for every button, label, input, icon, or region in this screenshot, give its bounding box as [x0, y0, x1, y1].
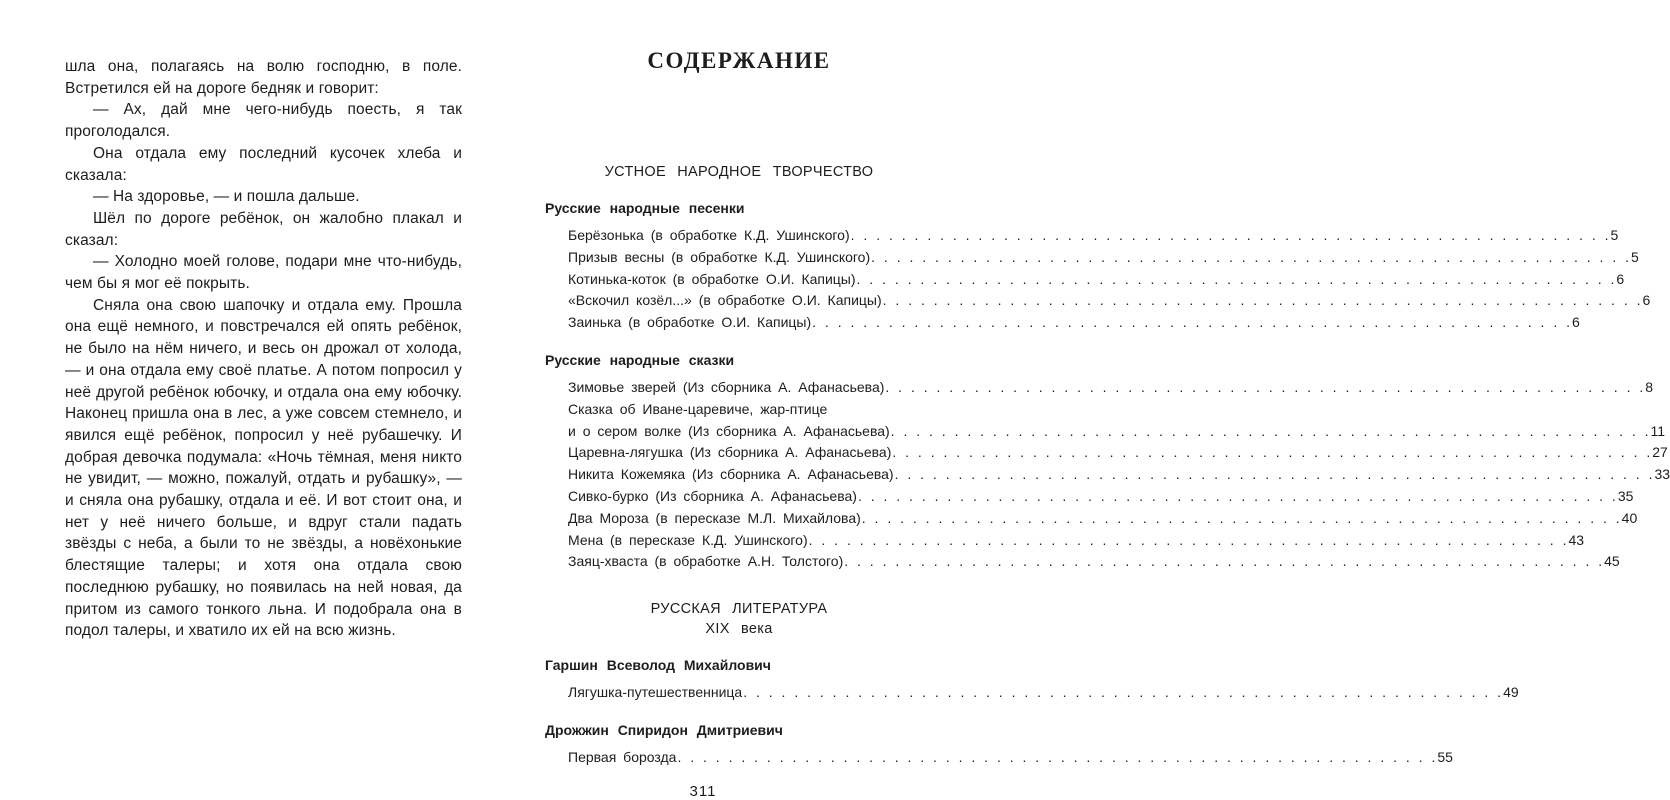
toc-section	[545, 599, 1519, 769]
toc-entry-text: Заяц-хваста (в обработке А.Н. Толстого)	[568, 553, 844, 570]
toc-subheading: Русские народные сказки	[545, 351, 735, 368]
toc-entry-line	[545, 312, 1580, 334]
leader-dots	[891, 421, 1650, 443]
toc-section-heading	[545, 162, 933, 182]
toc-entry-line	[545, 508, 1638, 530]
leader-dots	[858, 486, 1617, 508]
leader-dots	[743, 682, 1502, 704]
toc-section	[545, 162, 1670, 573]
toc-entry-page: 6	[1572, 314, 1580, 331]
toc-entry-line	[545, 247, 1639, 269]
leader-dots	[812, 312, 1571, 334]
toc-entry-page: 6	[1616, 270, 1625, 287]
toc-entry-text: Два Мороза (в пересказе М.Л. Михайлова)	[568, 509, 861, 526]
leader-dots	[857, 269, 1616, 291]
story-paragraph: — Холодно моей голове, подари мне что-нибудь, чем бы я мог её покрыть.	[65, 253, 462, 293]
toc-entry-text: Лягушка-путешественница	[568, 684, 743, 701]
page-number: 311	[689, 782, 717, 800]
toc-entries	[545, 747, 1453, 769]
toc-entry-line	[545, 464, 1670, 486]
toc-groups	[545, 657, 1519, 769]
toc-entry-line	[545, 530, 1585, 552]
toc-entry-text: и о сером волке (Из сборника А. Афанасьева)	[568, 422, 890, 439]
toc-entry-line	[545, 747, 1453, 769]
toc-entry-line	[545, 290, 1651, 312]
toc-entry-text: Первая борозда	[568, 748, 677, 765]
toc-entry-text: Никита Кожемяка (Из сборника А. Афанасьева)	[568, 466, 894, 483]
toc-entry-text: Зимовье зверей (Из сборника А. Афанасьева)	[568, 378, 885, 395]
toc-title: СОДЕРЖАНИЕ	[647, 48, 831, 73]
toc-entry-page: 33	[1654, 466, 1670, 483]
toc-entry-page: 6	[1642, 292, 1651, 309]
toc-entry-line	[545, 442, 1668, 464]
toc-entry-text: Мена (в пересказе К.Д. Ушинского)	[568, 531, 808, 548]
toc-entry-text: Призыв весны (в обработке К.Д. Ушинского)	[568, 248, 871, 265]
toc-entry-line	[545, 486, 1634, 508]
story-paragraph: — На здоровье, — и пошла дальше.	[93, 188, 360, 206]
toc-entry-page: 45	[1604, 553, 1620, 570]
toc-group	[545, 657, 1519, 704]
toc-entry-page: 8	[1645, 378, 1654, 395]
right-page	[545, 48, 1670, 800]
toc-entry-text: Берёзонька (в обработке К.Д. Ушинского)	[568, 227, 850, 243]
toc-entry-page: 49	[1503, 684, 1519, 701]
toc-entry-page: 40	[1621, 509, 1638, 526]
leader-dots	[871, 247, 1630, 269]
toc-subheading: Русские народные песенки	[545, 200, 745, 216]
leader-dots	[844, 551, 1603, 573]
toc	[545, 162, 1670, 769]
toc-section-heading-line: УСТНОЕ НАРОДНОЕ ТВОРЧЕСТВО	[604, 164, 874, 180]
story-paragraph: Сняла она свою шапочку и отдала ему. Прошла она ещё немного, и повстречался ей опять ребёнок, не было на нём ничего, и весь он дрожал от холода, — и она отдала ему своё платье. А потом попросил у неё другой ребёнок юбочку, и отдала она ему юбочку. Наконец пришла она в лес, а уже совсем стемнело, и явился ещё ребёнок, попросил у неё рубашечку. И добрая девочка подумала: «Ночь тёмная, меня никто не увидит, — можно, пожалуй, отдать и рубашку», — и сняла она рубашку, отдала и её. И вот стоит она, и нет у неё ничего больше, и вдруг стали падать звёзды с неба, а были то не звёзды, а новёхонькие блестящие талеры; и хотя она отдала свою последнюю рубашку, но появилась на ней новая, да притом из самого тонкого льна. И подобрала она в подол талеры, и хватило их ей на всю жизнь.	[65, 296, 462, 640]
toc-entry-text: Котинька-коток (в обработке О.И. Капицы)	[568, 270, 856, 287]
toc-entry-page: 27	[1652, 444, 1668, 461]
toc-entry-text: Заинька (в обработке О.И. Капицы)	[568, 314, 812, 331]
toc-entries	[545, 377, 1670, 573]
toc-entry-page: 55	[1437, 748, 1453, 765]
toc-section-heading-line: РУССКАЯ ЛИТЕРАТУРА	[650, 601, 828, 618]
toc-group	[545, 721, 1453, 769]
toc-entry-page: 11	[1650, 422, 1666, 439]
leader-dots	[809, 530, 1568, 552]
toc-entry-text: Сказка об Иване-царевиче, жар-птице	[568, 400, 828, 417]
toc-entry-line	[545, 551, 1620, 573]
toc-entry-line	[545, 682, 1519, 704]
story-paragraph: шла она, полагаясь на волю господню, в поле. Встретился ей на дороге бедняк и говорит:	[65, 58, 462, 97]
toc-subheading: Дрожжин Спиридон Дмитриевич	[545, 721, 783, 738]
toc-entry-page: 5	[1631, 248, 1639, 265]
toc-entry-line	[545, 377, 1654, 399]
toc-entry-page: 5	[1610, 227, 1619, 243]
toc-subheading: Гаршин Всеволод Михайлович	[545, 657, 771, 674]
toc-entries	[545, 682, 1519, 704]
story-paragraph: Она отдала ему последний кусочек хлеба и сказала:	[65, 144, 462, 184]
toc-entry-text: «Вскочил козёл...» (в обработке О.И. Капицы)	[568, 292, 882, 309]
toc-entry-page: 43	[1568, 531, 1585, 548]
toc-section-heading-line: XIX века	[705, 621, 773, 638]
toc-entry-line	[545, 225, 1619, 247]
leader-dots	[895, 464, 1654, 486]
toc-entries	[545, 225, 1651, 334]
left-page	[65, 56, 462, 642]
toc-entry-line	[545, 269, 1625, 291]
toc-group	[545, 200, 1651, 334]
leader-dots	[883, 290, 1642, 312]
toc-section-heading	[545, 599, 933, 639]
story-paragraph: — Ах, дай мне чего-нибудь поесть, я так проголодался.	[65, 101, 462, 141]
toc-groups	[545, 200, 1670, 573]
toc-group	[545, 351, 1670, 573]
toc-entry-line	[545, 399, 933, 421]
toc-entry-text: Царевна-лягушка (Из сборника А. Афанасьева)	[568, 444, 892, 461]
leader-dots	[892, 442, 1651, 464]
toc-entry-line	[545, 421, 1666, 443]
leader-dots	[851, 225, 1610, 247]
toc-entry-text: Сивко-бурко (Из сборника А. Афанасьева)	[568, 487, 857, 504]
leader-dots	[677, 747, 1436, 769]
story-text	[65, 56, 462, 642]
toc-entry-page: 35	[1617, 487, 1634, 504]
leader-dots	[862, 508, 1621, 530]
story-paragraph: Шёл по дороге ребёнок, он жалобно плакал и сказал:	[65, 209, 462, 249]
leader-dots	[885, 377, 1644, 399]
